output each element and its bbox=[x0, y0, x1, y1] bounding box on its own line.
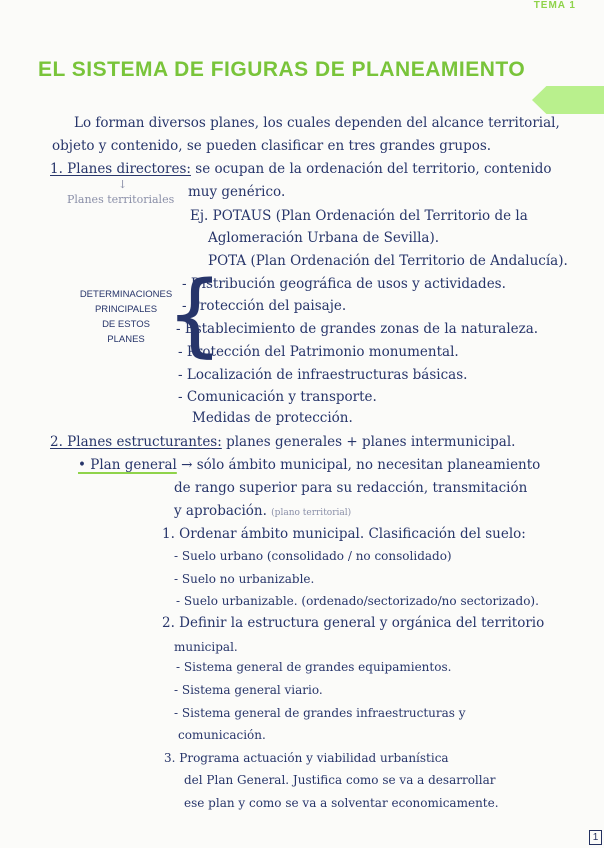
det-line-4: PLANES bbox=[107, 334, 145, 345]
det-line-3: DE ESTOS bbox=[102, 319, 150, 330]
det-item-7: Medidas de protección. bbox=[192, 410, 353, 426]
plan-general-arrow: → bbox=[181, 457, 193, 473]
intro-line-1: Lo forman diversos planes, los cuales dependen del alcance territorial, bbox=[74, 115, 560, 131]
pg-line-1: sólo ámbito municipal, no necesitan planeamiento bbox=[196, 457, 541, 473]
point2-item-1: - Sistema general de grandes equipamientos. bbox=[176, 660, 452, 674]
plan-general-row bbox=[78, 457, 540, 473]
point-3-line-2: del Plan General. Justifica como se va a desarrollar bbox=[184, 773, 496, 787]
side-note: Planes territoriales bbox=[67, 193, 175, 206]
point2-item-4: comunicación. bbox=[178, 728, 266, 742]
det-item-4: - Protección del Patrimonio monumental. bbox=[178, 344, 459, 360]
point-2b: municipal. bbox=[174, 640, 238, 654]
intro-line-2: objeto y contenido, se pueden clasificar en tres grandes grupos. bbox=[52, 138, 492, 154]
point-1: 1. Ordenar ámbito municipal. Clasificación del suelo: bbox=[162, 526, 526, 542]
det-item-5: - Localización de infraestructuras básicas. bbox=[178, 367, 468, 383]
point2-item-2: - Sistema general viario. bbox=[174, 683, 323, 697]
example-1a: Ej. POTAUS (Plan Ordenación del Territorio de la bbox=[190, 208, 528, 224]
point-3-line-1: 3. Programa actuación y viabilidad urbanística bbox=[164, 751, 449, 765]
left-brace: { bbox=[166, 262, 224, 367]
section1-heading: 1. Planes directores: bbox=[50, 161, 191, 177]
example-2: POTA (Plan Ordenación del Territorio de Andalucía). bbox=[208, 253, 568, 269]
det-item-1: - Distribución geográfica de usos y actividades. bbox=[182, 276, 506, 292]
section2-text: planes generales + planes intermunicipal. bbox=[226, 434, 516, 450]
side-arrow: ↓ bbox=[118, 178, 128, 191]
det-item-6: - Comunicación y transporte. bbox=[178, 389, 377, 405]
det-item-3: - Establecimiento de grandes zonas de la naturaleza. bbox=[176, 321, 539, 337]
section1 bbox=[50, 161, 552, 177]
page-tab-marker bbox=[532, 86, 604, 114]
plan-general-label: • Plan general bbox=[78, 457, 177, 473]
section2-heading: 2. Planes estructurantes: bbox=[50, 434, 222, 450]
section1-text: se ocupan de la ordenación del territorio, contenido bbox=[195, 161, 552, 177]
point1-item-3: - Suelo urbanizable. (ordenado/sectorizado/no sectorizado). bbox=[176, 594, 539, 608]
pg-line-2: de rango superior para su redacción, transmitación bbox=[174, 480, 528, 496]
section2 bbox=[50, 434, 515, 450]
point-2a: 2. Definir la estructura general y orgánica del territorio bbox=[162, 615, 545, 631]
section1-text-2: muy genérico. bbox=[188, 184, 286, 200]
det-line-1: DETERMINACIONES bbox=[79, 289, 173, 300]
det-line-2: PRINCIPALES bbox=[94, 304, 158, 315]
tema-label: TEMA 1 bbox=[533, 0, 576, 11]
determinaciones-label bbox=[76, 287, 176, 347]
page-number: 1 bbox=[589, 830, 602, 845]
point2-item-3: - Sistema general de grandes infraestructuras y bbox=[174, 706, 466, 720]
point1-item-1: - Suelo urbano (consolidado / no consolidado) bbox=[174, 549, 452, 563]
example-1b: Aglomeración Urbana de Sevilla). bbox=[208, 230, 440, 246]
point-3-line-3: ese plan y como se va a solventar economicamente. bbox=[184, 796, 499, 810]
pg-line-3: y aprobación. bbox=[174, 503, 267, 519]
det-item-2: - Protección del paisaje. bbox=[182, 298, 347, 314]
point1-item-2: - Suelo no urbanizable. bbox=[174, 572, 315, 586]
pg-note: (plano territorial) bbox=[271, 508, 352, 518]
page-title: EL SISTEMA DE FIGURAS DE PLANEAMIENTO bbox=[38, 58, 526, 81]
pg-line-3-row bbox=[174, 503, 351, 519]
